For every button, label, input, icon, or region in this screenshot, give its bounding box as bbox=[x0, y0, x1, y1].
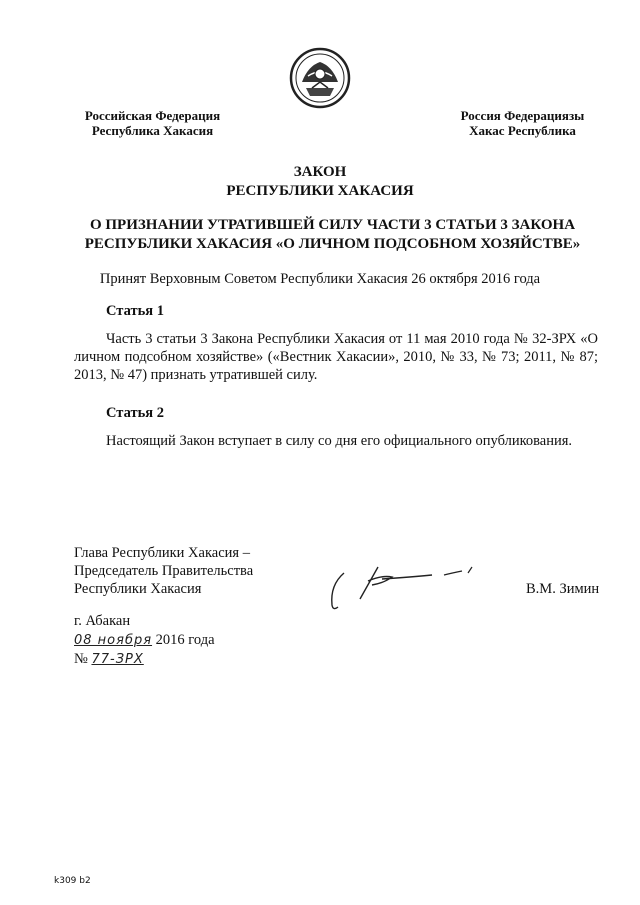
date-year-suffix: 2016 года bbox=[155, 632, 215, 648]
footer-code: k309 b2 bbox=[54, 876, 91, 886]
handwritten-date: 08 ноября bbox=[74, 633, 153, 648]
signatory-title-line1: Глава Республики Хакасия – bbox=[74, 545, 250, 561]
signing-date bbox=[74, 631, 215, 650]
article2-heading: Статья 2 bbox=[106, 405, 164, 421]
signatory-title bbox=[74, 544, 253, 598]
header-right-line2: Хакас Республика bbox=[469, 123, 576, 138]
document-type-title: ЗАКОН bbox=[293, 164, 347, 180]
article2-text: Настоящий Закон вступает в силу со дня его официального опубликования. bbox=[106, 433, 573, 449]
header-left-line1: Российская Федерация bbox=[84, 108, 221, 123]
coat-of-arms-emblem bbox=[288, 46, 352, 110]
header-left bbox=[70, 108, 235, 138]
handwritten-number: 77-ЗРХ bbox=[91, 652, 144, 667]
handwritten-signature bbox=[322, 555, 482, 625]
header-left-line2: Республика Хакасия bbox=[91, 123, 214, 138]
article1-heading: Статья 1 bbox=[106, 303, 164, 319]
law-subject: О ПРИЗНАНИИ УТРАТИВШЕЙ СИЛУ ЧАСТИ 3 СТАТЬИ 3 ЗАКОНА РЕСПУБЛИКИ ХАКАСИЯ «О ЛИЧНОМ ПОДСОБНОМ ХОЗЯЙСТВЕ» bbox=[84, 217, 581, 252]
signatory-title-line2: Председатель Правительства bbox=[74, 563, 254, 579]
law-number bbox=[74, 650, 144, 669]
article1-text: Часть 3 статьи 3 Закона Республики Хакасия от 11 мая 2010 года № 32-ЗРХ «О личном подсобном хозяйстве» («Вестник Хакасии», 2010, № 33, № 73; 2011, № 87; 2013, № 47) признать утратившей силу. bbox=[74, 331, 598, 383]
signatory-title-line3: Республики Хакасия bbox=[74, 581, 202, 597]
signatory-name: В.М. Зимин bbox=[526, 581, 600, 597]
header-right bbox=[440, 108, 605, 138]
issuer-title: РЕСПУБЛИКИ ХАКАСИЯ bbox=[226, 183, 414, 199]
adoption-line: Принят Верховным Советом Республики Хакасия 26 октября 2016 года bbox=[99, 271, 541, 287]
place-city: г. Абакан bbox=[74, 613, 131, 629]
number-prefix: № bbox=[74, 651, 88, 667]
header-right-line1: Россия Федерациязы bbox=[460, 108, 585, 123]
